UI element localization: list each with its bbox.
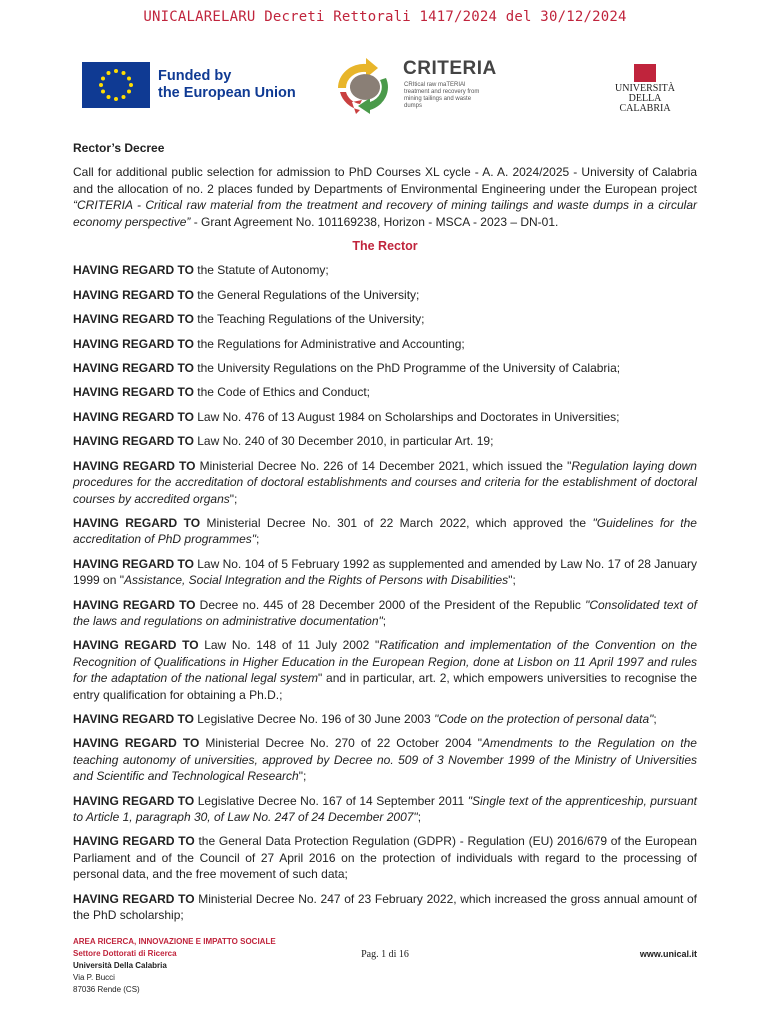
regard-label: HAVING REGARD TO: [73, 597, 196, 612]
clause-citation: Assistance, Social Integration and the Rights of Persons with Disabilities: [123, 573, 509, 588]
clause-text: Decree no. 445 of 28 December 2000 of the President of the Republic: [195, 597, 586, 612]
regard-label: HAVING REGARD TO: [73, 263, 194, 278]
regard-label: HAVING REGARD TO: [73, 891, 195, 906]
clause-tail: ";: [508, 573, 516, 588]
regard-clause: [73, 735, 697, 784]
regard-clause: [73, 384, 697, 400]
regard-clause: [73, 336, 697, 352]
unical-logo: [600, 64, 690, 114]
logo-bar: [0, 58, 770, 114]
regard-clause: [73, 597, 697, 630]
regard-label: HAVING REGARD TO: [73, 793, 195, 808]
eu-line-2: the European Union: [158, 85, 296, 101]
subject-project-title: “CRITERIA - Critical raw material from the treatment and recovery of mining tailings and waste dumps in a circular economy perspective”: [73, 198, 697, 229]
decree-subject: [73, 164, 697, 230]
regard-clause: [73, 515, 697, 548]
unical-line-2: CALABRIA: [619, 103, 671, 114]
regard-clause: [73, 262, 697, 278]
clause-citation: "Consolidated text of the laws and regulations on administrative documentation": [73, 597, 698, 628]
unical-emblem-icon: [634, 64, 656, 82]
footer-university: Università Della Calabria: [73, 961, 167, 970]
criteria-title: CRITERIA: [403, 58, 497, 79]
clause-text: the Code of Ethics and Conduct;: [193, 385, 371, 400]
regard-clause: [73, 287, 697, 303]
subject-end: - Grant Agreement No. 101169238, Horizon - MSCA - 2023 – DN-01.: [190, 214, 559, 229]
recycle-arrows-icon: [330, 58, 400, 114]
decree-body: [73, 140, 697, 931]
clause-text: Law No. 148 of 11 July 2002 ": [198, 638, 380, 653]
clause-tail: " and in particular, art. 2, which empowers universities to recognise the entry qualification for obtaining a Ph.D.;: [73, 671, 697, 702]
clause-citation: Regulation laying down procedures for the accreditation of doctoral establishments and courses and criteria for the establishment of doctoral courses by accredited organs: [73, 458, 697, 506]
regard-label: HAVING REGARD TO: [73, 711, 194, 726]
clause-text: the Statute of Autonomy;: [193, 263, 329, 278]
footer-sector: Settore Dottorati di Ricerca: [73, 949, 177, 958]
eu-funding-text: [158, 68, 296, 102]
clause-tail: ";: [298, 769, 307, 784]
website-link[interactable]: www.unical.it: [639, 949, 697, 959]
clause-citation: "Guidelines for the accreditation of PhD programmes": [73, 515, 697, 547]
regard-clauses: [73, 262, 697, 923]
page-number: Pag. 1 di 16: [361, 949, 409, 960]
regard-label: HAVING REGARD TO: [73, 361, 194, 376]
regard-clause: [73, 458, 697, 507]
clause-citation: Ratification and implementation of the Convention on the Recognition of Qualifications in Higher Education in the European Region, done at Lisbon on 11 April 1997 and rules for the adaptation of the national legal system: [73, 638, 698, 686]
clause-tail: ;: [382, 613, 387, 628]
regard-label: HAVING REGARD TO: [73, 834, 195, 849]
regard-label: HAVING REGARD TO: [73, 458, 196, 473]
regard-clause: [73, 711, 697, 727]
criteria-logo: [330, 58, 497, 114]
clause-text: Ministerial Decree No. 301 of 22 March 2022, which approved the: [200, 515, 593, 530]
clause-text: the Regulations for Administrative and Accounting;: [193, 336, 465, 351]
clause-text: Law No. 476 of 13 August 1984 on Scholarships and Doctorates in Universities;: [193, 409, 620, 424]
unical-line-1: UNIVERSITÀ DELLA: [615, 83, 675, 104]
regard-label: HAVING REGARD TO: [73, 287, 194, 302]
clause-tail: ;: [256, 532, 260, 547]
footer-area: AREA RICERCA, INNOVAZIONE E IMPATTO SOCIALE: [73, 937, 276, 946]
clause-text: the General Regulations of the University;: [193, 287, 420, 302]
regard-clause: [73, 891, 697, 924]
clause-text: Ministerial Decree No. 226 of 14 December 2021, which issued the ": [195, 458, 572, 473]
clause-text: Legislative Decree No. 167 of 14 September 2011: [194, 793, 468, 808]
clause-text: Legislative Decree No. 196 of 30 June 2003: [193, 711, 435, 726]
footer-street: Via P. Bucci: [73, 973, 115, 982]
footer-city: 87036 Rende (CS): [73, 985, 140, 994]
criteria-subtitle: CRItical raw maTERIAl treatment and recovery from mining tailings and waste dumps: [404, 82, 480, 109]
regard-clause: [73, 637, 697, 703]
clause-text: Law No. 240 of 30 December 2010, in particular Art. 19;: [193, 434, 494, 449]
footer-office: [73, 936, 276, 996]
clause-tail: ;: [417, 810, 422, 824]
clause-citation: Amendments to the Regulation on the teaching autonomy of universities, approved by Decree no. 509 of 3 November 1999 of the Ministry of Universities and Scientific and Technological Research: [73, 736, 697, 784]
regard-label: HAVING REGARD TO: [73, 312, 194, 327]
regard-label: HAVING REGARD TO: [73, 515, 201, 530]
regard-label: HAVING REGARD TO: [73, 638, 199, 653]
regard-label: HAVING REGARD TO: [73, 409, 194, 424]
document-banner: UNICALARELARU Decreti Rettorali 1417/2024 del 30/12/2024: [143, 9, 627, 25]
subject-intro: Call for additional public selection for admission to PhD Courses XL cycle - A. A. 2024/2025 - University of Calabria and the allocation of no. 2 places funded by Departments of Environmental Engineering under the European project: [73, 165, 697, 196]
clause-text: Ministerial Decree No. 270 of 22 October 2004 ": [199, 736, 483, 751]
regard-clause: [73, 556, 697, 589]
eu-flag-icon: [82, 62, 150, 108]
eu-line-1: Funded by: [158, 68, 232, 84]
clause-text: the Teaching Regulations of the University;: [193, 312, 425, 327]
regard-label: HAVING REGARD TO: [73, 336, 194, 351]
regard-clause: [73, 433, 697, 449]
regard-clause: [73, 833, 697, 882]
regard-clause: [73, 311, 697, 327]
clause-citation: "Single text of the apprenticeship, pursuant to Article 1, paragraph 30, of Law No. 247 of 24 December 2007": [73, 793, 697, 824]
regard-label: HAVING REGARD TO: [73, 434, 194, 449]
regard-label: HAVING REGARD TO: [73, 556, 194, 571]
rector-heading: The Rector: [352, 239, 418, 254]
clause-text: Law No. 104 of 5 February 1992 as supplemented and amended by Law No. 17 of 28 January 1999 on ": [73, 556, 697, 588]
clause-text: the General Data Protection Regulation (GDPR) - Regulation (EU) 2016/679 of the European Parliament and of the Council of 27 April 2016 on the protection of individuals with regard to the processing of personal data, and the free movement of such data;: [73, 834, 697, 882]
clause-text: Ministerial Decree No. 247 of 23 February 2022, which increased the gross annual amount of the PhD scholarship;: [73, 891, 697, 923]
clause-tail: ;: [653, 711, 657, 726]
clause-tail: ";: [229, 491, 238, 506]
regard-clause: [73, 793, 697, 826]
regard-clause: [73, 409, 697, 425]
eu-funding-logo: [82, 62, 322, 110]
clause-citation: "Code on the protection of personal data": [434, 711, 654, 726]
regard-label: HAVING REGARD TO: [73, 736, 200, 751]
regard-clause: [73, 360, 697, 376]
clause-text: the University Regulations on the PhD Programme of the University of Calabria;: [193, 361, 621, 376]
regard-label: HAVING REGARD TO: [73, 385, 194, 400]
decree-title: Rector’s Decree: [73, 141, 165, 155]
